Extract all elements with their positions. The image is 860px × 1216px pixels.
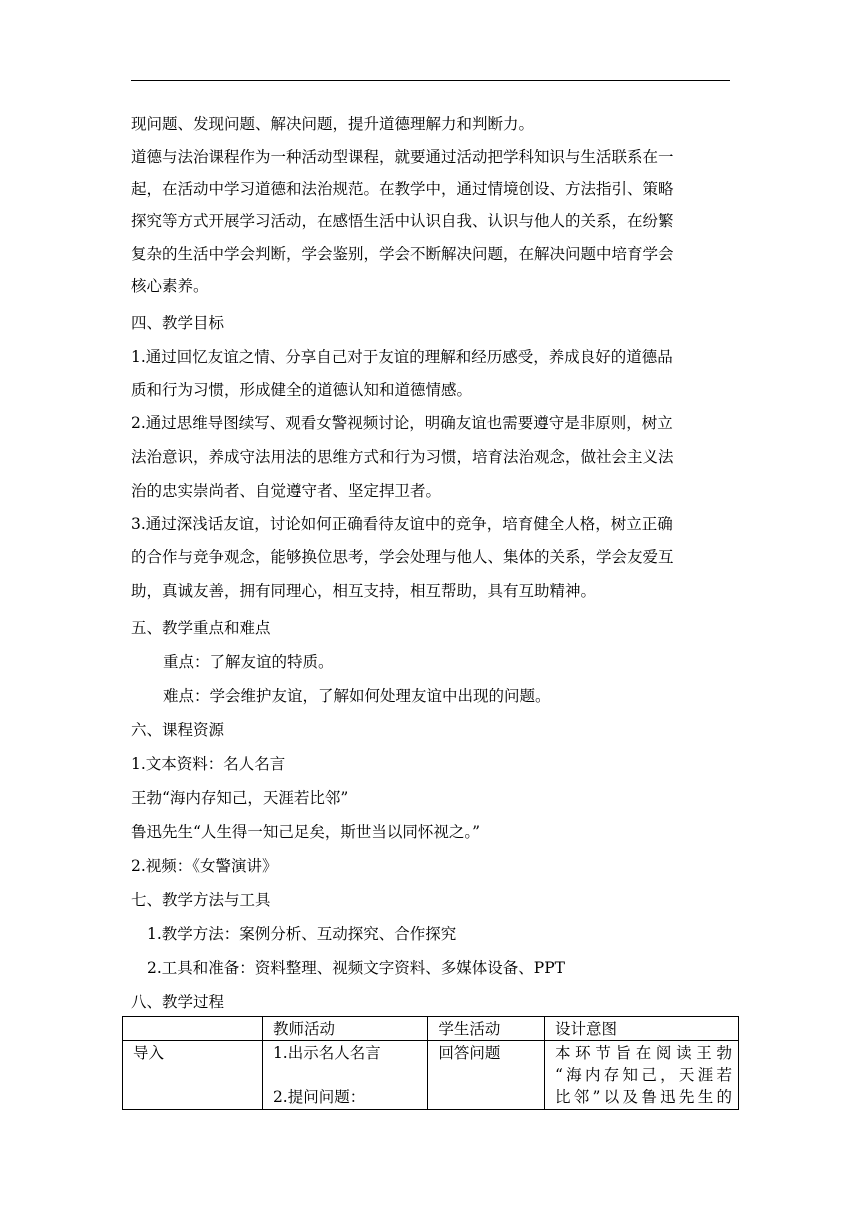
section-heading-key-points: 五、教学重点和难点 bbox=[131, 619, 271, 637]
table-header-cell: 设计意图 bbox=[544, 1017, 738, 1041]
design-intent-line: “海内存知己，天涯若 bbox=[554, 1066, 732, 1084]
objective-1-line: 质和行为习惯，形成健全的道德认知和道德情感。 bbox=[131, 381, 473, 399]
table-header-cell: 学生活动 bbox=[428, 1017, 545, 1041]
paragraph-line: 道德与法治课程作为一种活动型课程，就要通过活动把学科知识与生活联系在一 bbox=[131, 148, 674, 166]
section-heading-resources: 六、课程资源 bbox=[131, 721, 225, 739]
design-intent-line: 本环节旨在阅读王勃 bbox=[554, 1044, 732, 1062]
key-point-line: 重点：了解友谊的特质。 bbox=[163, 653, 334, 671]
table-header-row bbox=[123, 1017, 739, 1041]
objective-2-line: 治的忠实崇尚者、自觉遵守者、坚定捍卫者。 bbox=[131, 482, 442, 500]
paragraph-line: 现问题、发现问题、解决问题，提升道德理解力和判断力。 bbox=[131, 115, 535, 133]
design-intent-cell bbox=[544, 1041, 738, 1110]
design-intent-line: 比邻”以及鲁迅先生的 bbox=[554, 1088, 732, 1106]
resource-line: 1.文本资料：名人名言 bbox=[131, 755, 286, 773]
teacher-activity-item: 1.出示名人名言 bbox=[272, 1044, 381, 1062]
table-header-cell: 教师活动 bbox=[262, 1017, 427, 1041]
teaching-process-table bbox=[122, 1016, 739, 1110]
quote-line: 鲁迅先生“人生得一知己足矣，斯世当以同怀视之。” bbox=[131, 823, 481, 841]
section-heading-methods: 七、教学方法与工具 bbox=[131, 891, 271, 909]
student-activity-cell: 回答问题 bbox=[428, 1041, 545, 1110]
paragraph-line: 复杂的生活中学会判断，学会鉴别，学会不断解决问题，在解决问题中培育学会 bbox=[131, 245, 674, 263]
teacher-activity-cell bbox=[262, 1041, 427, 1110]
objective-3-line: 3.通过深浅话友谊，讨论如何正确看待友谊中的竞争，培育健全人格，树立正确 bbox=[131, 515, 673, 533]
objective-2-line: 2.通过思维导图续写、观看女警视频讨论，明确友谊也需要遵守是非原则，树立 bbox=[131, 414, 673, 432]
difficulty-line: 难点：学会维护友谊，了解如何处理友谊中出现的问题。 bbox=[163, 687, 551, 705]
objective-3-line: 助，真诚友善，拥有同理心，相互支持，相互帮助，具有互助精神。 bbox=[131, 582, 597, 600]
objective-2-line: 法治意识，养成守法用法的思维方式和行为习惯，培育法治观念，做社会主义法 bbox=[131, 448, 674, 466]
paragraph-line: 起，在活动中学习道德和法治规范。在教学中，通过情境创设、方法指引、策略 bbox=[131, 180, 674, 198]
quote-line: 王勃“海内存知己，天涯若比邻” bbox=[131, 789, 349, 807]
teacher-activity-item: 2.提问问题： bbox=[272, 1088, 366, 1106]
paragraph-line: 探究等方式开展学习活动，在感悟生活中认识自我、认识与他人的关系，在纷繁 bbox=[131, 212, 674, 230]
table-header-cell bbox=[123, 1017, 263, 1041]
tools-line: 2.工具和准备：资料整理、视频文字资料、多媒体设备、PPT bbox=[147, 959, 565, 977]
section-heading-process: 八、教学过程 bbox=[131, 993, 225, 1011]
paragraph-line: 核心素养。 bbox=[131, 277, 209, 295]
objective-1-line: 1.通过回忆友谊之情、分享自己对于友谊的理解和经历感受，养成良好的道德品 bbox=[131, 348, 673, 366]
objective-3-line: 的合作与竞争观念，能够换位思考，学会处理与他人、集体的关系，学会友爱互 bbox=[131, 548, 674, 566]
resource-line: 2.视频：《女警演讲》 bbox=[131, 857, 278, 875]
header-rule bbox=[131, 80, 730, 81]
stage-cell: 导入 bbox=[123, 1041, 263, 1110]
section-heading-objectives: 四、教学目标 bbox=[131, 314, 225, 332]
method-line: 1.教学方法：案例分析、互动探究、合作探究 bbox=[147, 925, 457, 943]
table-row bbox=[123, 1041, 739, 1110]
